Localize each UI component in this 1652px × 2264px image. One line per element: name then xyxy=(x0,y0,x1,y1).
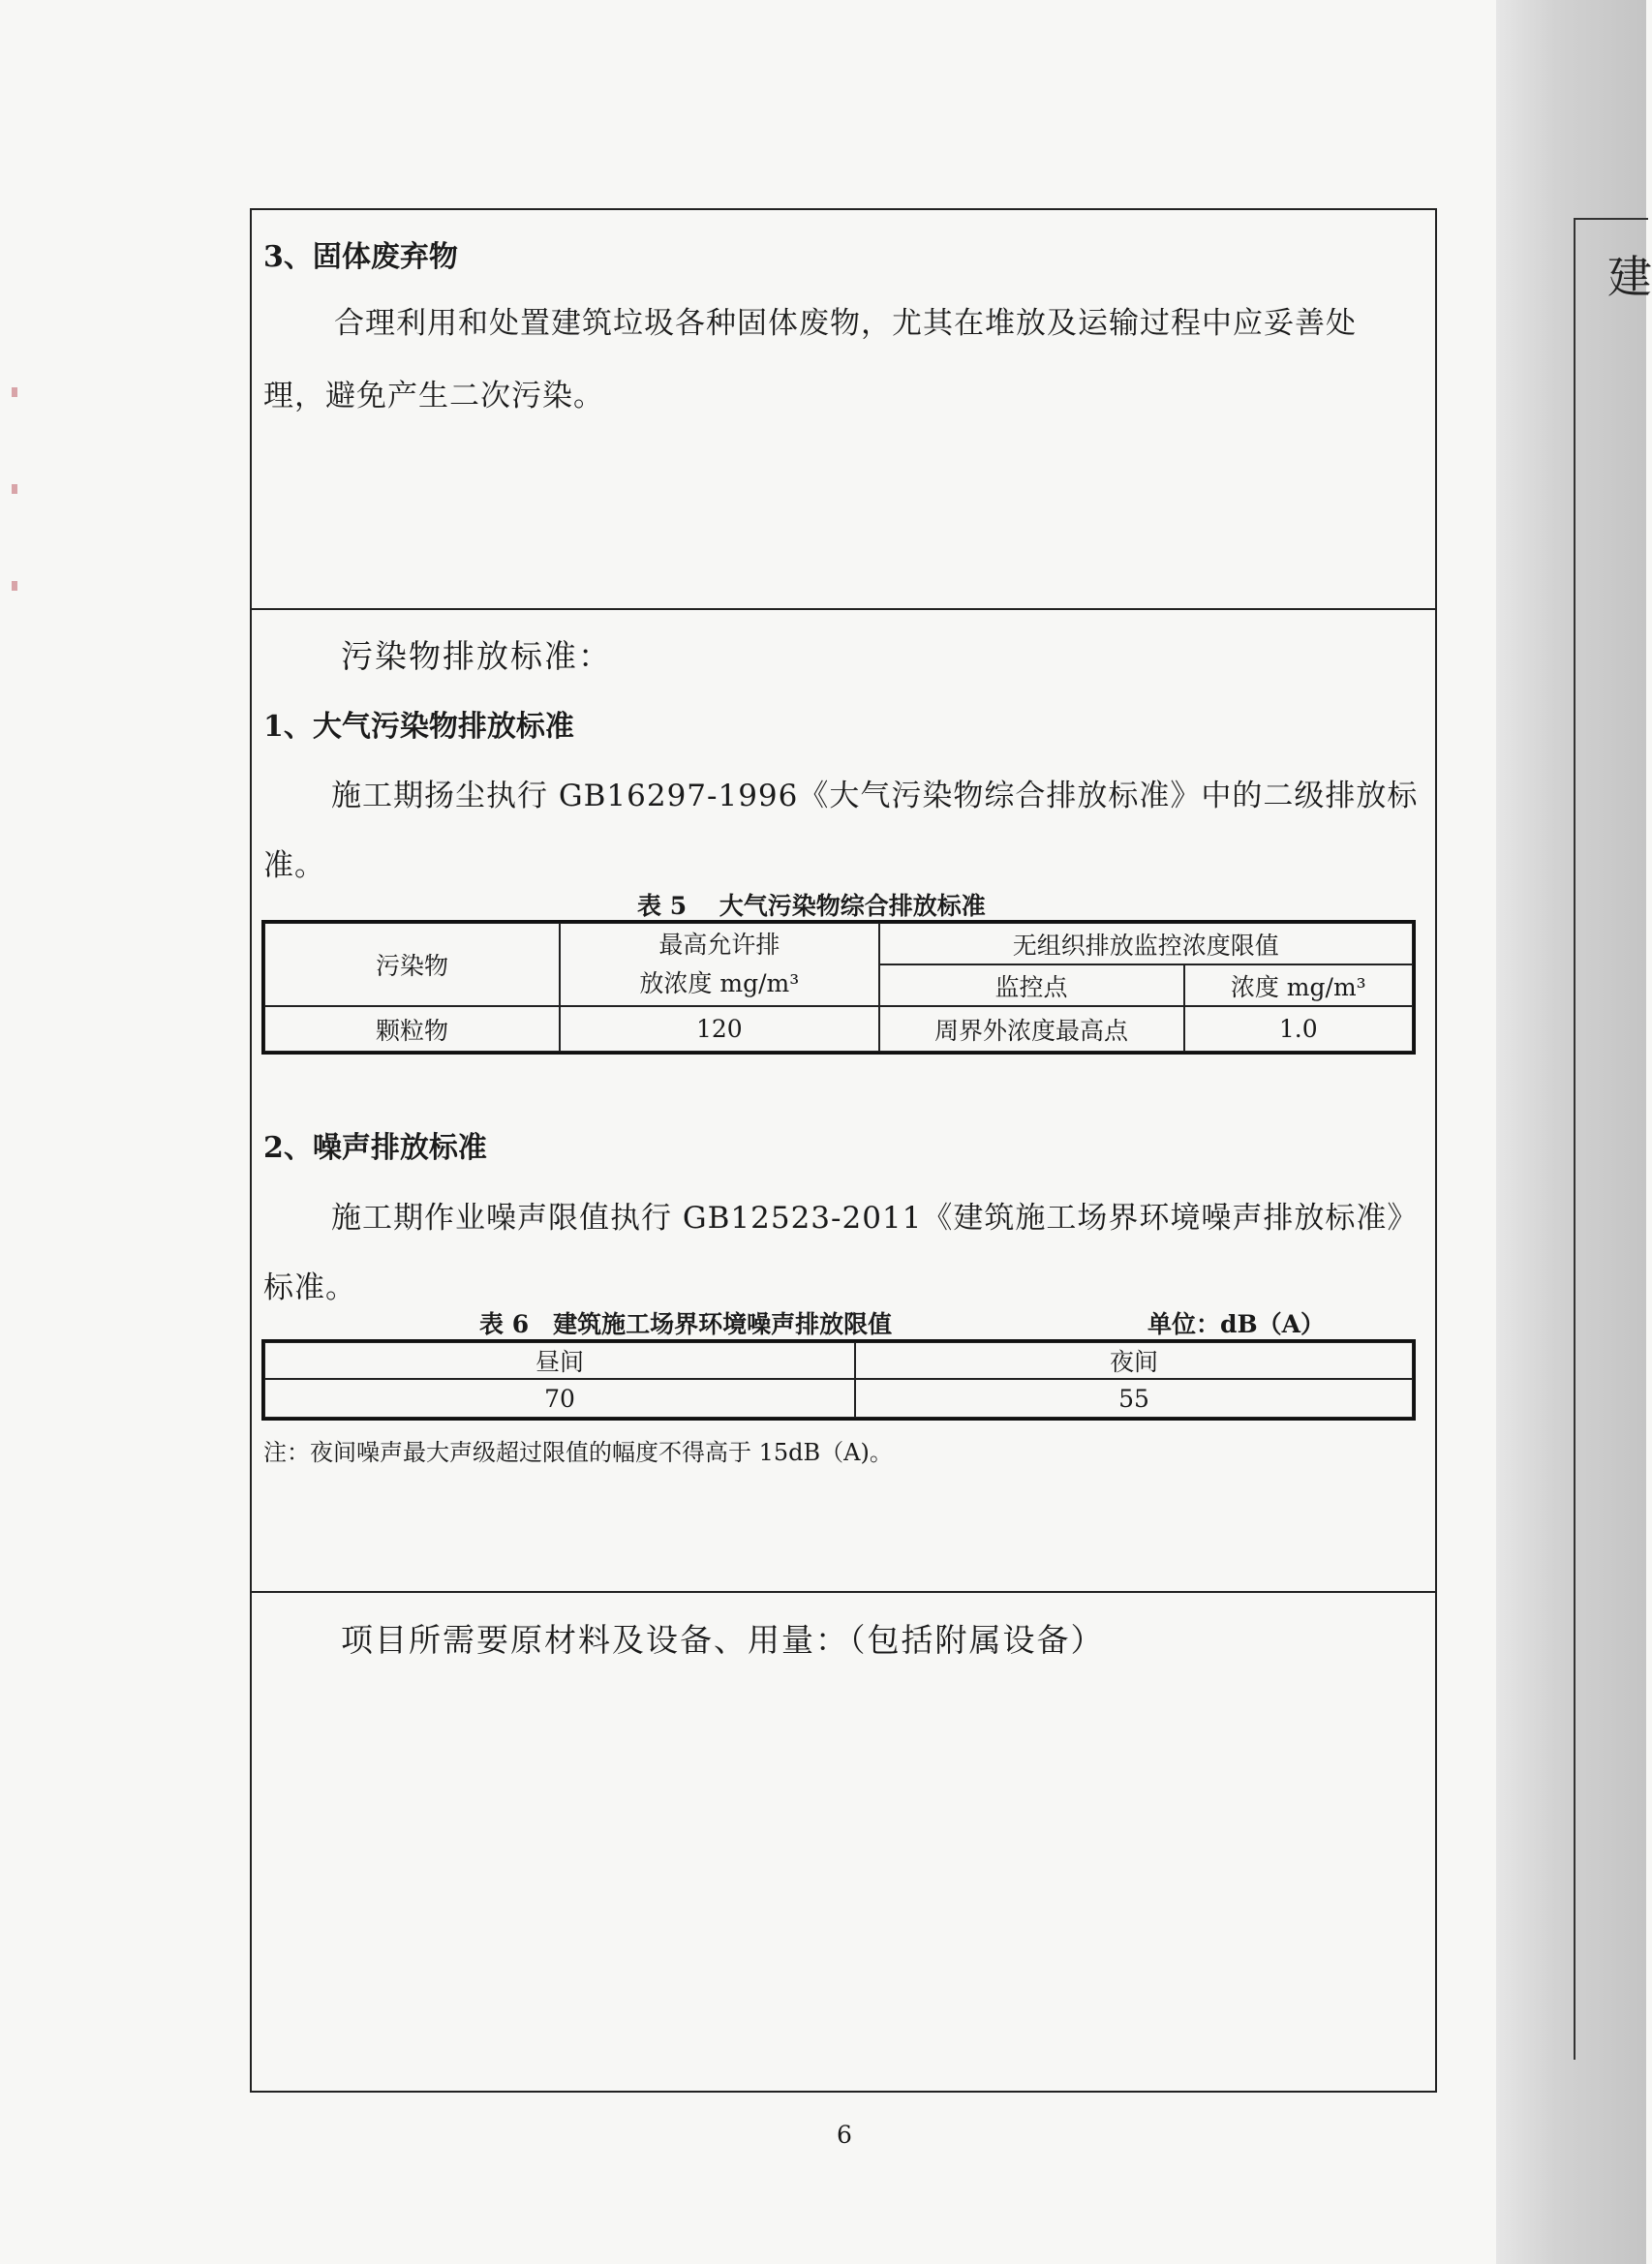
table6-unit: 单位：dB（A） xyxy=(1147,1310,1326,1338)
col-monitor-header: 监控点 xyxy=(879,964,1184,1006)
table6-note: 注：夜间噪声最大声级超过限值的幅度不得高于 15dB（A)。 xyxy=(263,1439,893,1466)
solid-waste-line-1: 合理利用和处置建筑垃圾各种固体废物，尤其在堆放及运输过程中应妥善处 xyxy=(334,306,1357,341)
col-pollutant-header: 污染物 xyxy=(264,923,560,1006)
table5-cell-max: 120 xyxy=(560,1006,878,1052)
table5-caption: 表 5 大气污染物综合排放标准 xyxy=(637,892,986,920)
air-standard-title: 1、大气污染物排放标准 xyxy=(263,710,574,744)
col-max-header xyxy=(560,923,878,1006)
col-day-header: 昼间 xyxy=(264,1342,855,1379)
table6-caption: 表 6 建筑施工场界环境噪声排放限值 xyxy=(479,1310,893,1338)
table5-cell-monitor: 周界外浓度最高点 xyxy=(879,1006,1184,1052)
scan-artifacts xyxy=(12,387,25,678)
noise-standard-line-2: 标准。 xyxy=(263,1270,356,1305)
col-max-header-line-1: 最高允许排 xyxy=(658,931,780,959)
col-unorganized-header: 无组织排放监控浓度限值 xyxy=(879,923,1413,964)
next-page-heading-char: 建 xyxy=(1607,251,1652,303)
air-standard-line-1: 施工期扬尘执行 GB16297-1996《大气污染物综合排放标准》中的二级排放标 xyxy=(331,779,1419,813)
page-number: 6 xyxy=(837,2121,852,2149)
noise-standard-line-1: 施工期作业噪声限值执行 GB12523-2011《建筑施工场界环境噪声排放标准》 xyxy=(331,1201,1419,1236)
noise-standard-title: 2、噪声排放标准 xyxy=(263,1131,487,1165)
table6-cell-night: 55 xyxy=(855,1379,1413,1418)
air-standard-table xyxy=(263,922,1414,1053)
air-standard-line-2: 准。 xyxy=(263,848,325,883)
col-conc-header: 浓度 mg/m³ xyxy=(1184,964,1413,1006)
materials-heading: 项目所需要原材料及设备、用量：（包括附属设备） xyxy=(341,1621,1105,1659)
col-max-header-line-2: 放浓度 mg/m³ xyxy=(639,969,800,997)
next-page-border xyxy=(1574,218,1648,2060)
noise-standard-table xyxy=(263,1341,1414,1419)
table5-cell-pollutant: 颗粒物 xyxy=(264,1006,560,1052)
solid-waste-line-2: 理，避免产生二次污染。 xyxy=(263,379,604,413)
solid-waste-title: 3、固体废弃物 xyxy=(263,240,458,274)
section-divider xyxy=(250,1591,1435,1593)
table6-cell-day: 70 xyxy=(264,1379,855,1418)
section-divider xyxy=(250,608,1435,610)
standards-heading: 污染物排放标准： xyxy=(341,637,612,675)
table5-cell-conc: 1.0 xyxy=(1184,1006,1413,1052)
col-night-header: 夜间 xyxy=(855,1342,1413,1379)
